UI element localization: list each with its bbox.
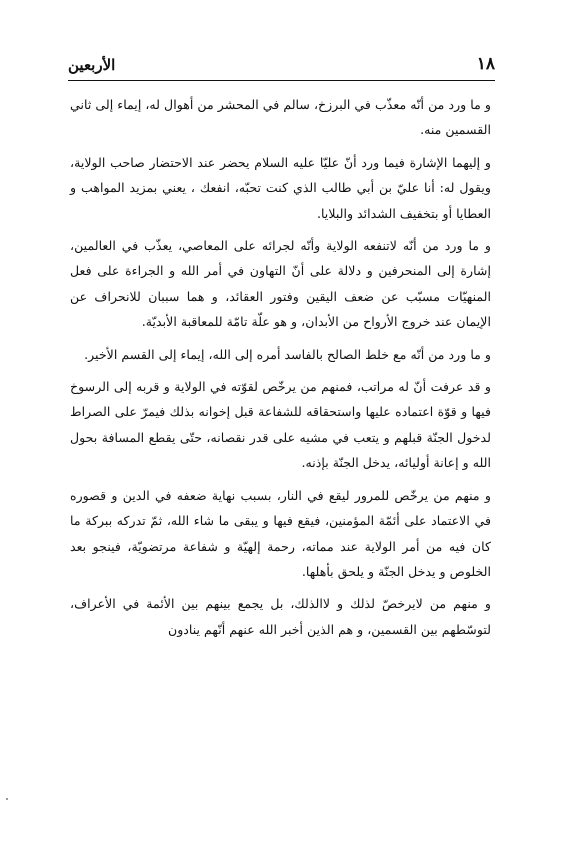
paragraph: و منهم من يرخّص للمرور ليقع في النار، بسبب نهاية ضعفه في الدين و قصوره في الاعتماد على أئمّة المؤمنين، فيقع فيها و يبقى ما شاء الله، ثمّ تدركه ببركة ما كان فيه من أمر الولاية عند مماته، رحمة إلهيّة و شفاعة مرتضويّة، فينجو بعد الخلوص و يدخل الجنّة و يلحق بأهلها. <box>70 487 491 579</box>
paragraph: و ما ورد من أنّه معذّب في البرزخ، سالم في المحشر من أهوال له، إيماء إلى ثاني القسمين منه. <box>70 97 491 138</box>
paragraph: و ما ورد من أنّه مع خلط الصالح بالفاسد أمره إلى الله، إيماء إلى القسم الأخير. <box>84 346 491 362</box>
page-number: ١٨ <box>476 54 495 74</box>
paragraph: و ما ورد من أنّه لاتنفعه الولاية وأنّه لجرائه على المعاصي، يعذّب في العالمين، إشارة إلى المنحرفين و دلالة على أنّ التهاون في أمر الله و الجراءة على فعل المنهيّات مسبّب عن ضعف اليقين وفتور العقائد، و هما سببان للانحراف عن الإيمان عند خروج الأرواح من الأبدان، و هو علّة تامّة للمعاقبة الأبديّة. <box>70 238 491 330</box>
paragraph: و منهم من لايرخصّ لذلك و لاالذلك، بل يجمع بينهم بين الأئمة في الأعراف، لتوسّطهم بين القسمين، و هم الذين أخبر الله عنهم أنّهم ينادون <box>70 596 491 637</box>
header-rule <box>68 80 495 81</box>
scan-speck <box>6 798 8 800</box>
body-text <box>70 92 491 642</box>
paragraph: و إليهما الإشارة فيما ورد أنّ عليّا عليه السلام يحضر عند الاحتضار صاحب الولاية، ويقول له: أنا عليّ بن أبي طالب الذي كنت تحبّه، انفعك ، يعني بمزيد المواهب و العطايا أو بتخفيف الشدائد والبلايا. <box>70 154 491 221</box>
paragraph: و قد عرفت أنّ له مراتب، فمنهم من يرخّص لقوّته في الولاية و قربه إلى الرسوخ فيها و قوّة اعتماده عليها واستحقاقه للشفاعة قبل إخوانه بذلك فيمرّ على الصراط لدخول الجنّة قبلهم و يتعب في مشيه على قدر نقصانه، حتّى يقطع المسافة بحول الله و إعانة أوليائه، يدخل الجنّة بإذنه. <box>70 379 491 471</box>
running-head <box>68 52 495 80</box>
book-title: الأربعين <box>68 56 116 74</box>
